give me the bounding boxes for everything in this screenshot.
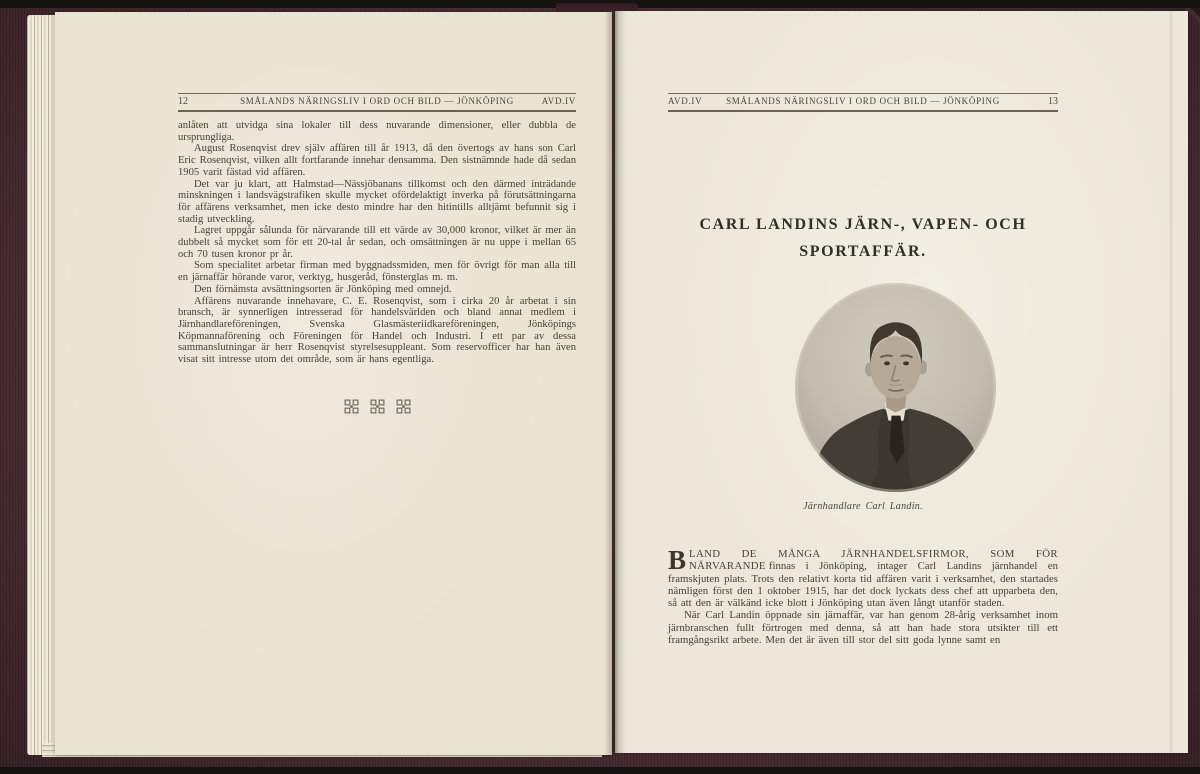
paragraph: anlåten att utvidga sina lokaler till dess nuvarande dimensioner, eller dubbla de ursprungliga.	[178, 120, 576, 143]
paragraph: Som specialitet arbetar firman med byggnadssmiden, men för övrigt för man alla till en järnaffär hörande varor, verktyg, husgeråd, fönsterglas m. m.	[178, 260, 576, 284]
lead-smallcaps: LAND DE MÅNGA JÄRNHANDELSFIRMOR, SOM FÖR NÄRVARANDE	[689, 548, 1058, 573]
left-page	[55, 12, 612, 755]
end-ornament-row	[178, 399, 576, 414]
paragraph: August Rosenqvist drev själv affären till år 1913, då den övertogs av hans son Carl Eric Rosenqvist, vilken allt fortfarande innehar densamma. Den sistnämnde hade då sedan 1905 varit fästad vid affären.	[178, 143, 576, 178]
lead-paragraph	[668, 545, 1058, 609]
series-title-right: SMÅLANDS NÄRINGSLIV I ORD OCH BILD — JÖNKÖPING	[726, 96, 1000, 106]
left-page-text	[178, 120, 576, 366]
right-page-text	[668, 545, 1058, 646]
eye	[884, 361, 890, 365]
portrait-photo-content	[795, 283, 996, 492]
section-label-left: AVD.IV	[541, 96, 576, 106]
page-number-right: 13	[1048, 96, 1058, 107]
paragraph: Affärens nuvarande innehavare, C. E. Rosenqvist, som i cirka 20 år arbetat i sin bransch, är synnerligen intresserad för handelsvärlden och bland annat medlem i Järnhandlareföreningen, Svenska Glasmästeriidkareföreningen, Jönköpings Köpmannaförening och Föreningen för Handel och Industri. I ett par av dessa sammanslutningar är herr Rosenqvist styrelsesuppleant. Som reservofficer har han även visat sitt intresse utom det område, som är hans egentliga.	[178, 295, 576, 366]
paragraph: När Carl Landin öppnade sin järnaffär, var han genom 28-årig verksamhet inom järnbranschen fullt förtrogen med denna, så att han hade stora utsikter till ett framgångsrikt arbete. Men det är även till stor del sitt goda lynne samt en	[668, 609, 1058, 646]
section-label-right: AVD.IV	[668, 96, 703, 106]
eye	[903, 361, 909, 365]
lead-body: finnas i Jönköping, intager Carl Landins järnhandel en framskjuten plats. Trots den relativt korta tid affären varit i verksamhet, den startades nämligen först den 1 oktober 1915, har det dock lyckats dess chef att upparbeta den, så att den är välkänd icke blott i Jönköping utan även långt utanför staden.	[668, 560, 1058, 609]
fleuron-ornament-icon	[370, 399, 385, 414]
article-title: CARL LANDINS JÄRN-, VAPEN- OCH SPORTAFFÄR.	[699, 216, 1027, 261]
paragraph: Den förnämsta avsättningsorten är Jönköping med omnejd.	[194, 283, 452, 295]
paragraph: Det var ju klart, att Halmstad—Nässjöbanans tillkomst och den därmed inträdande minskningen i landsvägstrafiken skulle mycket ofördelaktigt inverka på förutsättningarna för affärens verksamhet, men icke desto mindre har den hitintills alltjämt befunnit sig i stadig utveckling.	[178, 178, 576, 225]
page-edge-crease	[1170, 11, 1173, 753]
page-edge-stack-left	[27, 15, 57, 755]
page-number-left: 12	[178, 96, 188, 107]
fleuron-ornament-icon	[344, 399, 359, 414]
series-title-left: SMÅLANDS NÄRINGSLIV I ORD OCH BILD — JÖNKÖPING	[240, 96, 514, 106]
running-header-right	[668, 93, 1058, 112]
dropcap-letter: B	[668, 545, 687, 575]
running-header-left	[178, 93, 576, 112]
portrait-photo	[795, 283, 996, 492]
right-page	[615, 11, 1188, 753]
portrait-caption: Järnhandlare Carl Landin.	[803, 501, 923, 512]
fleuron-ornament-icon	[396, 399, 411, 414]
paragraph: Lagret uppgår sålunda för närvarande till ett värde av 30,000 kronor, vilket är mer än dubbelt så mycket som för ett 20-tal år sedan, och omsättningen är nu uppe i mellan 65 och 70 tusen kronor pr år.	[178, 225, 576, 260]
